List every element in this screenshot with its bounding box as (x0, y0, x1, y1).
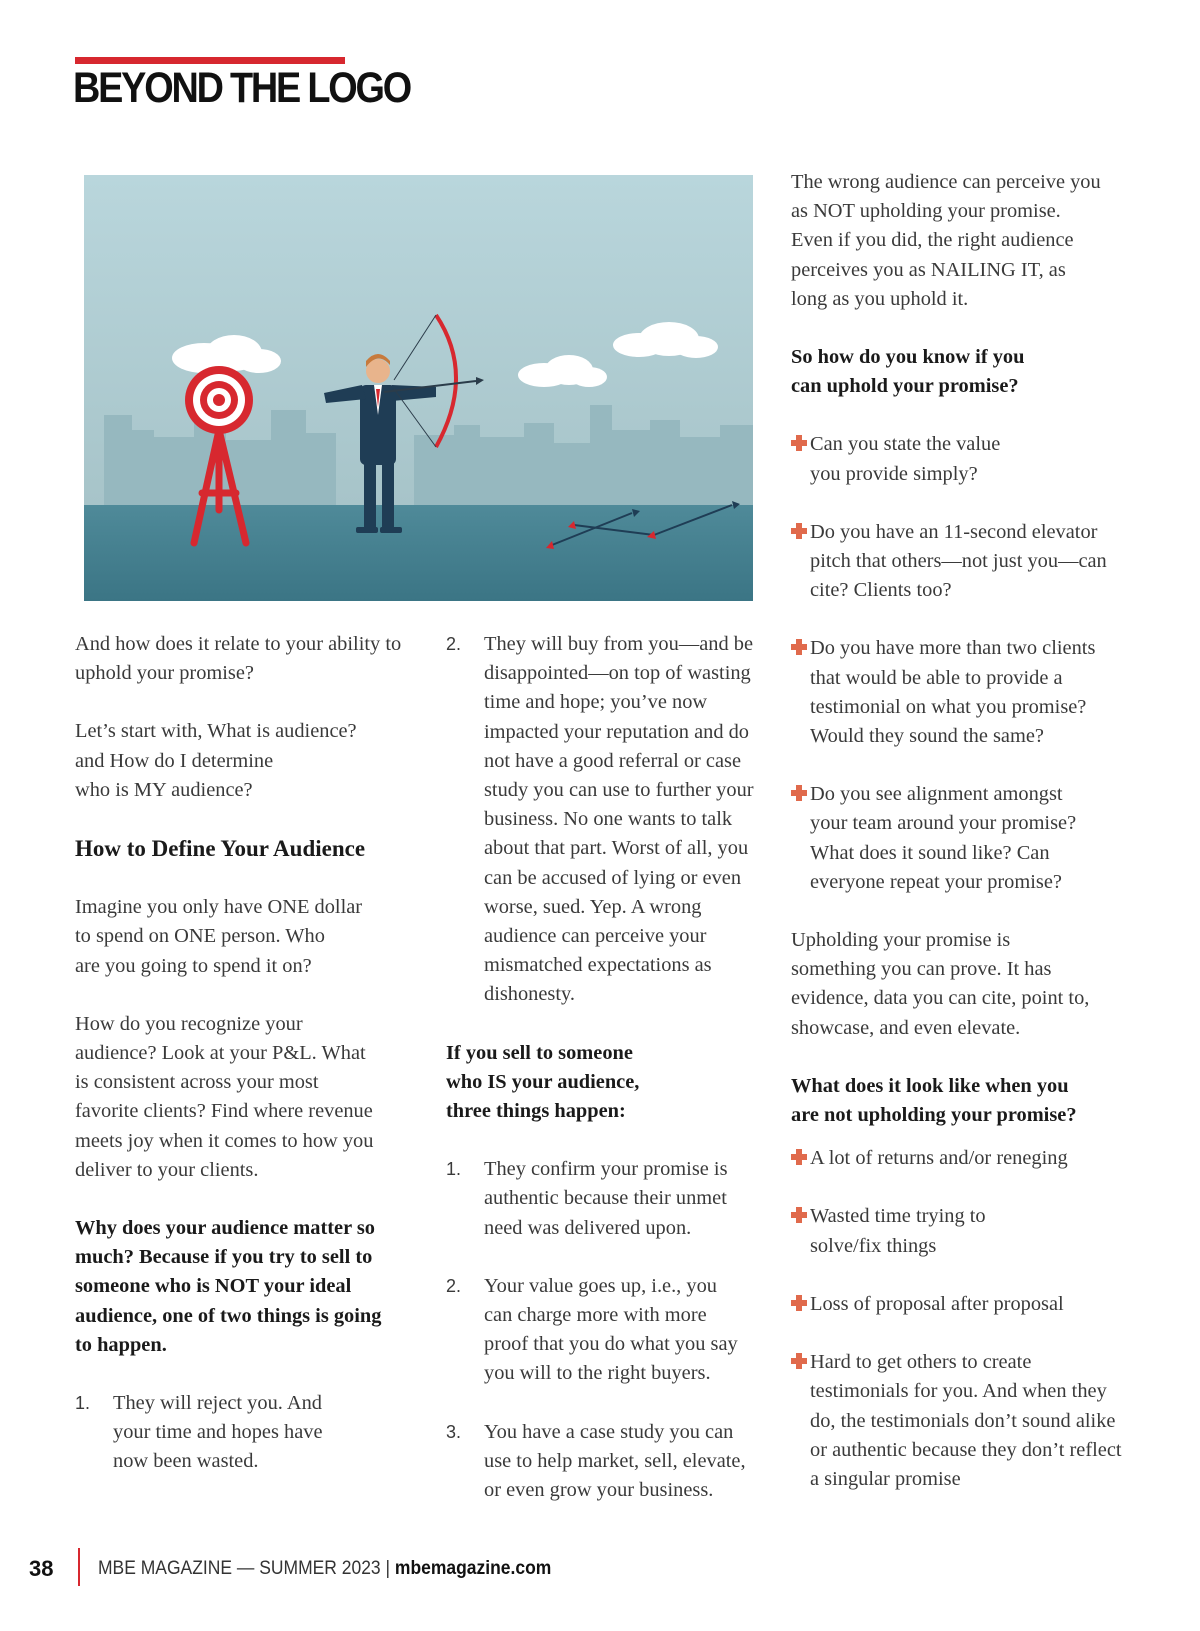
column-left (75, 630, 435, 1506)
bullet-item (791, 780, 1105, 897)
list-text: You have a case study you can use to help market, sell, elevate, or even grow your business. (484, 1420, 746, 1502)
plus-icon (791, 1353, 807, 1369)
bold-line: are not upholding your promise? (791, 1104, 1077, 1127)
footer-separator: | (385, 1558, 391, 1579)
list-item (75, 1389, 343, 1477)
paragraph (75, 893, 435, 981)
bullet-text: Wasted time trying to solve/fix things (810, 1205, 986, 1257)
bullet-item (791, 1144, 1130, 1173)
magazine-issue: MBE MAGAZINE — SUMMER 2023 (98, 1558, 381, 1579)
list-item (446, 1155, 744, 1243)
section-title: BEYOND THE LOGO (73, 64, 411, 112)
bold-line: who IS your audience, (446, 1070, 640, 1093)
plus-icon (791, 435, 807, 451)
list-number: 2. (446, 634, 462, 654)
plus-icon (791, 1295, 807, 1311)
bold-line: So how do you know if you (791, 346, 1025, 369)
paragraph: And how does it relate to your ability to uphold your promise? (75, 633, 402, 685)
paragraph: Upholding your promise is something you can prove. It has evidence, data you can cite, point to, showcase, and even elevate. (791, 929, 1090, 1039)
list-number: 2. (446, 1275, 462, 1296)
list-text: They confirm your promise is authentic because their unmet need was delivered upon. (484, 1158, 728, 1239)
page-number: 38 (29, 1556, 54, 1581)
bullet-item (791, 1348, 1130, 1494)
plus-icon (791, 785, 807, 801)
list-text: Your value goes up, i.e., you can charge more with more proof that you do what you say you will to the right buyers. (484, 1274, 738, 1385)
bullet-text: Loss of proposal after proposal (810, 1292, 1064, 1315)
paragraph-line: are you going to spend it on? (75, 954, 312, 977)
plus-icon (791, 1207, 807, 1223)
footer-divider (78, 1548, 80, 1586)
list-text: They will reject you. And your time and hopes have now been wasted. (113, 1392, 323, 1473)
bullet-text: Do you see alignment amongst your team around your promise? What does it sound like? Can everyone repeat your promise? (810, 783, 1077, 893)
bullet-item (791, 634, 1120, 751)
list-item (446, 1272, 744, 1389)
bold-lead (791, 1072, 1131, 1130)
column-middle (446, 630, 776, 1534)
bold-lead: Why does your audience matter so much? Because if you try to sell to someone who is NOT your ideal audience, one of two things is going to happen. (75, 1217, 382, 1356)
list-number: 1. (446, 1159, 462, 1180)
bullet-text: Do you have an 11-second elevator pitch that others—not just you—can cite? Clients too? (810, 520, 1107, 602)
bullet-text: Can you state the value you provide simply? (810, 433, 1001, 485)
section-heading: How to Define Your Audience (75, 836, 366, 862)
list-number: 1. (75, 1393, 91, 1414)
bold-lead (446, 1039, 776, 1127)
column-right (791, 168, 1131, 1523)
list-item (446, 1418, 764, 1506)
list-text: They will buy from you—and be disappointed—on top of wasting time and hope; you’ve now impacted your reputation and do not have a good referral or case study you can use to further your business. No one wants to talk about that part. Worst of all, you can be accused of lying or even worse, sued. Yep. A wrong audience can perceive your mismatched expectations as dishonesty. (484, 633, 754, 1006)
bullet-item (791, 518, 1110, 606)
hero-illustration (84, 175, 753, 601)
bold-line: three things happen: (446, 1100, 626, 1123)
paragraph-line: who is MY audience? (75, 778, 253, 801)
paragraph (75, 717, 435, 805)
paragraph-line: Let’s start with, What is audience? (75, 720, 357, 743)
bullet-item (791, 1290, 1130, 1319)
bullet-text: Hard to get others to create testimonials for you. And when they do, the testimonials don’t sound alike or authentic because they don’t reflect a singular promise (810, 1351, 1122, 1490)
list-number: 3. (446, 1421, 462, 1442)
paragraph: How do you recognize your audience? Look at your P&L. What is consistent across your most favorite clients? Find where revenue meets joy when it comes to how you deliver to your clients. (75, 1012, 374, 1181)
plus-icon (791, 1149, 807, 1165)
bullet-item (791, 1202, 1030, 1260)
paragraph: The wrong audience can perceive you as NOT upholding your promise. Even if you did, the right audience perceives you as NAILING IT, as long as you uphold it. (791, 171, 1101, 310)
footer-credit (98, 1558, 551, 1580)
bullet-text: A lot of returns and/or reneging (810, 1147, 1068, 1170)
paragraph-line: and How do I determine (75, 749, 274, 772)
bullet-text: Do you have more than two clients that would be able to provide a testimonial on what you promise? Would they sound the same? (810, 637, 1096, 748)
paragraph-line: to spend on ONE person. Who (75, 925, 325, 948)
paragraph-line: Imagine you only have ONE dollar (75, 896, 363, 919)
list-item (446, 630, 758, 1010)
bold-line: What does it look like when you (791, 1074, 1069, 1097)
bold-line: can uphold your promise? (791, 375, 1019, 398)
plus-icon (791, 639, 807, 655)
bold-lead (791, 343, 1131, 401)
bold-line: If you sell to someone (446, 1041, 633, 1064)
website-link[interactable]: mbemagazine.com (394, 1558, 552, 1579)
bullet-item (791, 430, 1010, 488)
plus-icon (791, 523, 807, 539)
